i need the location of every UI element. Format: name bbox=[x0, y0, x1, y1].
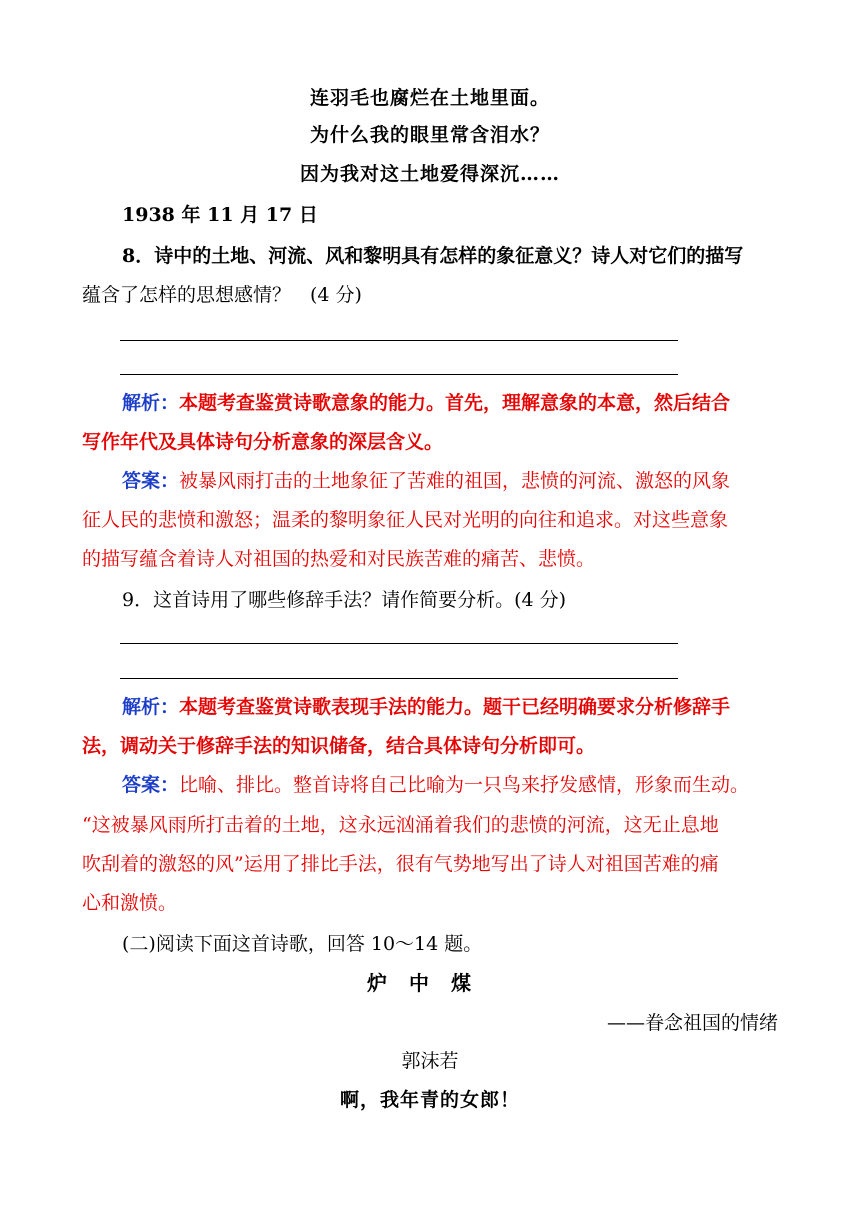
poem-line: 为什么我的眼里常含泪水？ bbox=[309, 124, 550, 146]
answer-blank-line bbox=[120, 643, 678, 644]
answer-9-line3: 吹刮着的激怒的风”运用了排比手法，很有气势地写出了诗人对祖国苦难的痛 bbox=[82, 853, 719, 875]
answer-8-line1: 答案：被暴风雨打击的土地象征了苦难的祖国，悲愤的河流、激怒的风象 bbox=[122, 470, 731, 492]
answer-label: 答案： bbox=[122, 470, 180, 492]
answer-label: 答案： bbox=[122, 774, 180, 796]
section-instruction: (二)阅读下面这首诗歌，回答 10～14 题。 bbox=[122, 933, 483, 955]
poem-line: 因为我对这土地爱得深沉…… bbox=[299, 163, 560, 185]
poem-line: 啊，我年青的女郎！ bbox=[339, 1089, 520, 1111]
answer-9-line1: 答案：比喻、排比。整首诗将自己比喻为一只鸟来抒发感情，形象而生动。 bbox=[122, 774, 750, 796]
poem-date: 1938 年 11 月 17 日 bbox=[122, 204, 318, 226]
analysis-8-line2: 写作年代及具体诗句分析意象的深层含义。 bbox=[82, 431, 444, 453]
question-8: 8．诗中的土地、河流、风和黎明具有怎样的象征意义？诗人对它们的描写 bbox=[122, 245, 744, 267]
poem-line: 连羽毛也腐烂在土地里面。 bbox=[309, 87, 550, 109]
answer-blank-line bbox=[120, 374, 678, 375]
analysis-label: 解析： bbox=[122, 696, 180, 718]
poem-title: 炉中煤 bbox=[367, 971, 493, 995]
answer-blank-line bbox=[120, 340, 678, 341]
question-9: 9．这首诗用了哪些修辞手法？请作简要分析。(4 分) bbox=[122, 589, 567, 611]
answer-8-line3: 的描写蕴含着诗人对祖国的热爱和对民族苦难的痛苦、悲愤。 bbox=[82, 548, 596, 570]
analysis-label: 解析： bbox=[122, 392, 180, 414]
analysis-9-line2: 法，调动关于修辞手法的知识储备，结合具体诗句分析即可。 bbox=[82, 735, 596, 757]
poem-author: 郭沫若 bbox=[401, 1050, 459, 1072]
analysis-9-line1: 解析：本题考查鉴赏诗歌表现手法的能力。题干已经明确要求分析修辞手 bbox=[122, 696, 731, 718]
analysis-8-line1: 解析：本题考查鉴赏诗歌意象的能力。首先，理解意象的本意，然后结合 bbox=[122, 392, 731, 414]
answer-8-line2: 征人民的悲愤和激怒；温柔的黎明象征人民对光明的向往和追求。对这些意象 bbox=[82, 509, 729, 531]
answer-blank-line bbox=[120, 678, 678, 679]
poem-subtitle: ——眷念祖国的情绪 bbox=[606, 1012, 778, 1034]
question-8-cont: 蕴含了怎样的思想感情？ (4 分) bbox=[82, 284, 362, 306]
answer-9-line4: 心和激愤。 bbox=[82, 892, 178, 914]
answer-9-line2: “这被暴风雨所打击着的土地，这永远汹涌着我们的悲愤的河流，这无止息地 bbox=[82, 814, 719, 836]
